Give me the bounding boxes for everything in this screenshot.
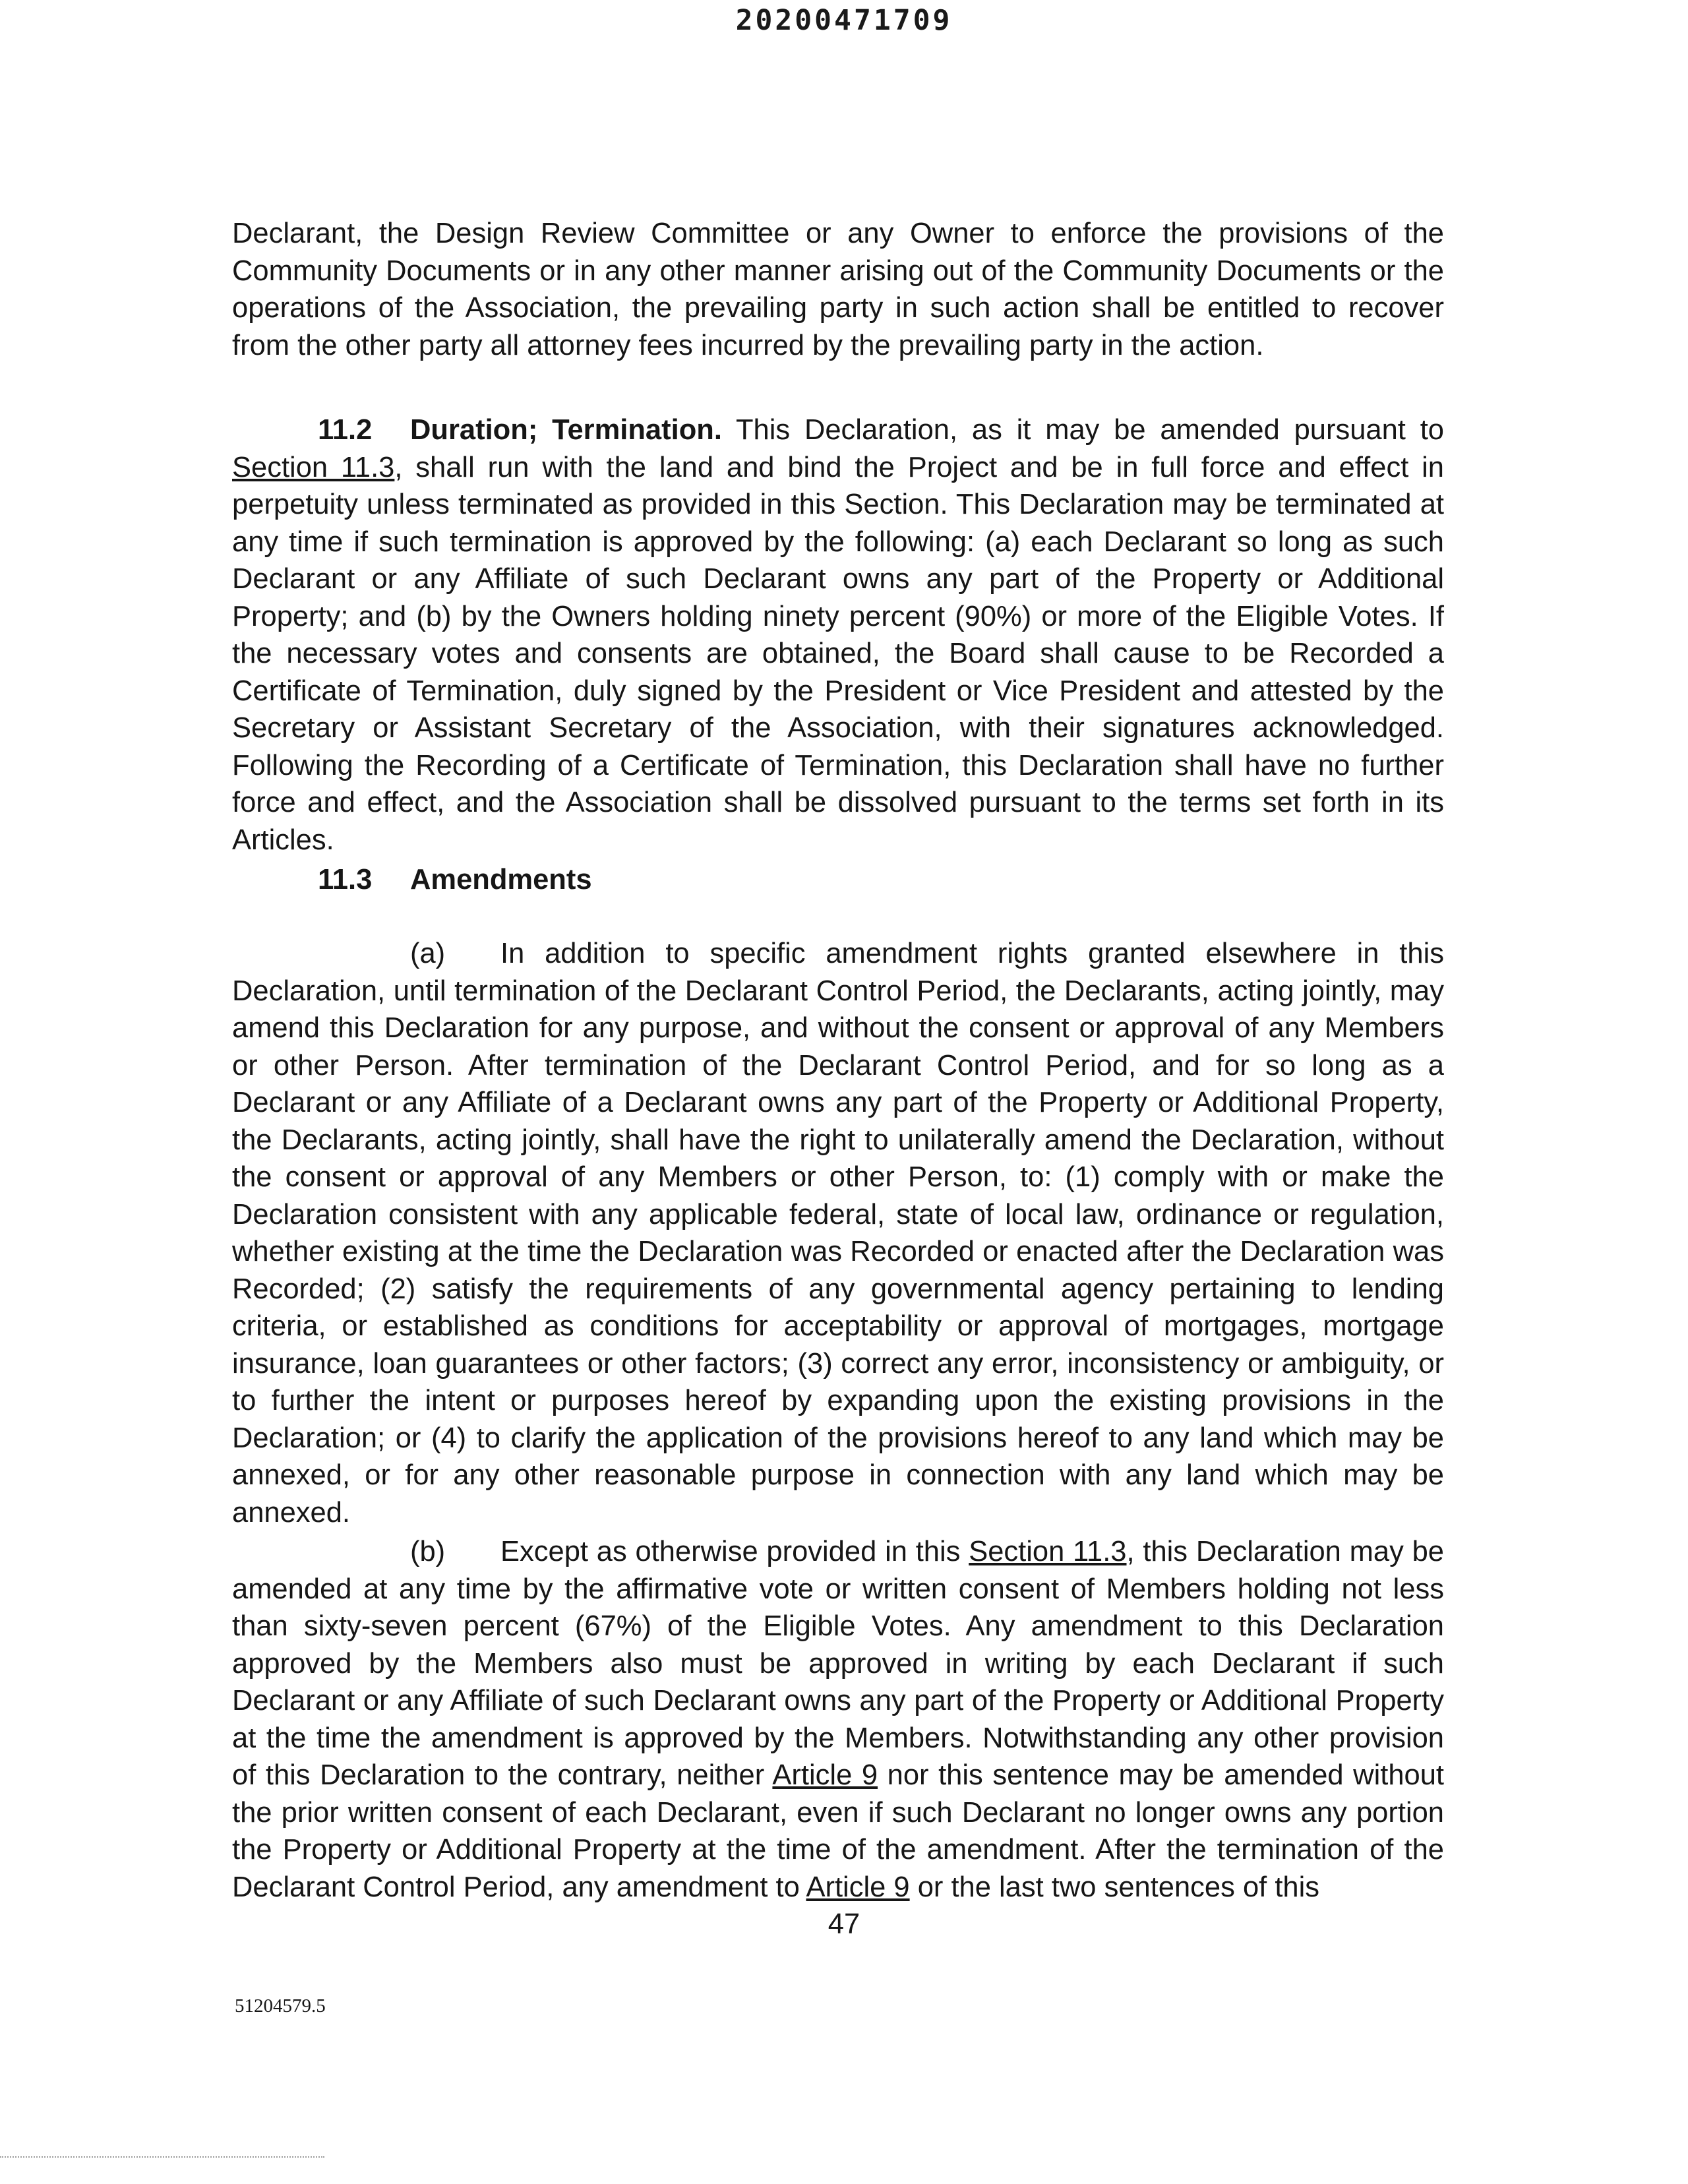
subsection-b [232,1533,1444,1906]
page-number: 47 [828,1908,860,1940]
subsection-b-text: Except as otherwise provided in this [500,1536,969,1567]
scan-edge-divider [0,2156,324,2158]
paragraph-continuation: Declarant, the Design Review Committee or any Owner to enforce the provisions of the Community Documents or in any other manner arising out of the Community Documents or the operations of the Association, the prevailing party in such action shall be entitled to recover from the other party all attorney fees incurred by the prevailing party in the action. [232,218,1444,361]
subsection-b-label: (b) [410,1536,446,1567]
section-11-2-title: Duration; Termination. [410,414,722,446]
section-11-2 [232,411,1444,859]
section-11-3-heading [318,861,592,899]
section-11-3-number: 11.3 [318,864,373,895]
recording-number: 20200471709 [735,4,953,37]
subsection-b-text: or the last two sentences of this [909,1871,1320,1903]
article-9-reference: Article 9 [772,1759,878,1791]
section-11-2-number: 11.2 [318,414,373,446]
section-11-2-text-continued: , shall run with the land and bind the Project and be in full force and effect in perpetuity unless terminated as provided in this Section. This Declaration may be terminated at any time if such termination is approved by the following: (a) each Declarant so long as such Declarant or any Affiliate of such Declarant owns any part of the Property or Additional Property; and (b) by the Owners holding ninety percent (90%) or more of the Eligible Votes. If the necessary votes and consents are obtained, the Board shall cause to be Recorded a Certificate of Termination, duly signed by the President or Vice President and attested by the Secretary or Assistant Secretary of the Association, with their signatures acknowledged. Following the Recording of a Certificate of Termination, this Declaration shall have no further force and effect, and the Association shall be dissolved pursuant to the terms set forth in its Articles. [232,451,1444,856]
document-id: 51204579.5 [235,1995,326,2017]
section-11-2-text: This Declaration, as it may be amended pursuant to [721,414,1444,446]
section-11-3-title: Amendments [410,864,592,895]
subsection-a-text: In addition to specific amendment rights granted elsewhere in this Declaration, until termination of the Declarant Control Period, the Declarants, acting jointly, may amend this Declaration for any purpose, and without the consent or approval of any Members or other Person. After termination of the Declarant Control Period, and for so long as a Declarant or any Affiliate of a Declarant owns any part of the Property or Additional Property, the Declarants, acting jointly, shall have the right to unilaterally amend the Declaration, without the consent or approval of any Members or other Person, to: (1) comply with or make the Declaration consistent with any applicable federal, state of local law, ordinance or regulation, whether existing at the time the Declaration was Recorded or enacted after the Declaration was Recorded; (2) satisfy the requirements of any governmental agency pertaining to lending criteria, or established as conditions for acceptability or approval of mortgages, mortgage insurance, loan guarantees or other factors; (3) correct any error, inconsistency or ambiguity, or to further the intent or purposes hereof by expanding upon the existing provisions in the Declaration; or (4) to clarify the application of the provisions hereof to any land which may be annexed, or for any other reasonable purpose in connection with any land which may be annexed. [232,938,1444,1529]
subsection-a-label: (a) [410,938,446,969]
section-11-3-reference: Section 11.3 [232,451,395,483]
article-9-reference: Article 9 [806,1871,910,1903]
subsection-a [232,935,1444,1531]
subsection-b-text: nor this sentence may be amended without the prior written consent of each Declarant, even if such Declarant no longer owns any portion the Property or Additional Property at the time of the amendment. After the termination of the Declarant Control Period, any amendment to [232,1759,1444,1903]
section-11-3-reference: Section 11.3 [969,1536,1127,1567]
subsection-b-text: , this Declaration may be amended at any time by the affirmative vote or written consent of Members holding not less than sixty-seven percent (67%) of the Eligible Votes. Any amendment to this Declaration approved by the Members also must be approved in writing by each Declarant if such Declarant or any Affiliate of such Declarant owns any part of the Property or Additional Property at the time the amendment is approved by the Members. Notwithstanding any other provision of this Declaration to the contrary, neither [232,1536,1444,1791]
